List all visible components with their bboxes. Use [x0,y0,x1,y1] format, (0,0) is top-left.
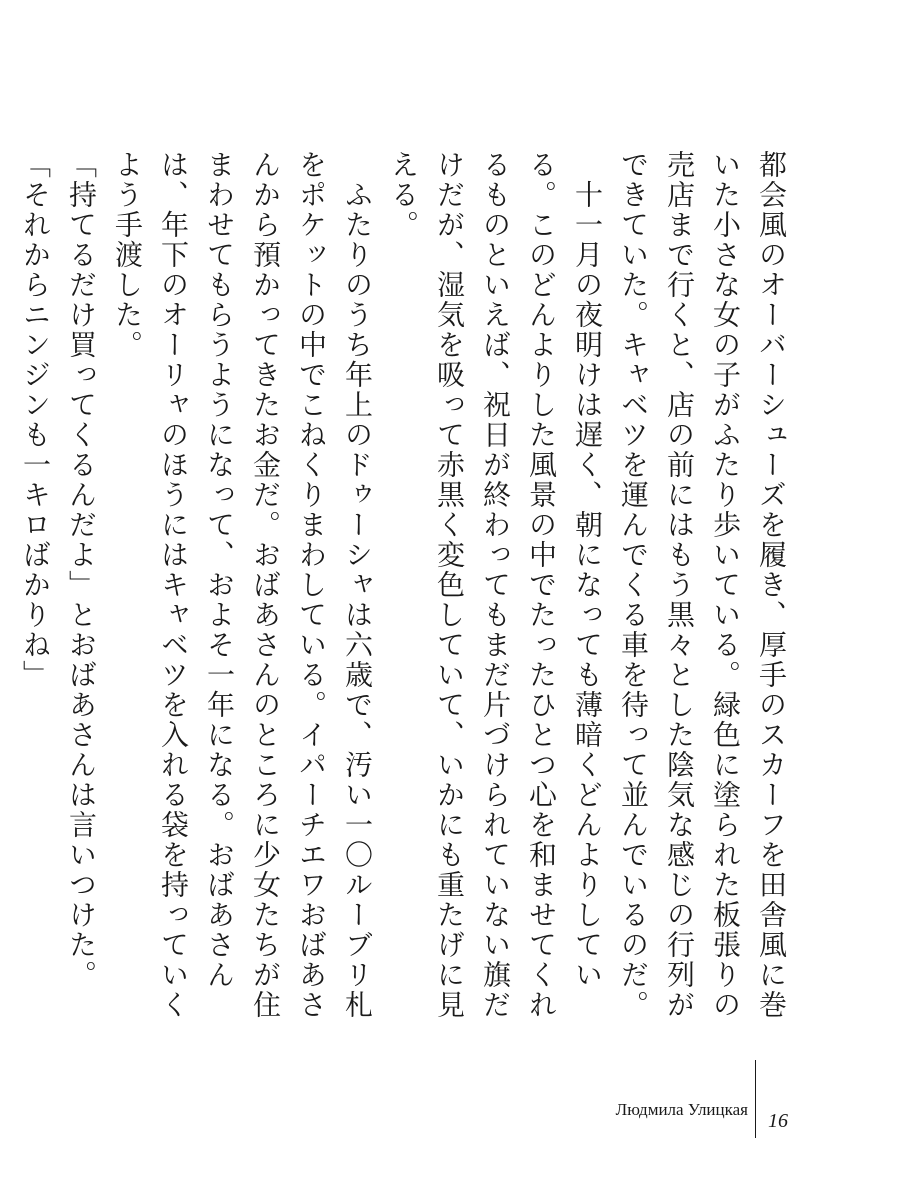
paragraph-4: 「持てるだけ買ってくるんだよ」とおばあさんは言いつけた。「それからニンジンも一キロばかりね」 [19,150,98,990]
page-number: 16 [768,1110,788,1132]
paragraph-2: 十一月の夜明けは遅く、朝になっても薄暗くどんよりしている。このどんよりした風景の中でたったひとつ心を和ませてくれるものといえば、祝日が終わってもまだ片づけられていない旗だけだが、湿気を吸って赤黒く変色していて、いかにも重たげに見える。 [387,150,604,1020]
footer-divider [755,1060,756,1138]
author-name: Людмила Улицкая [615,1100,748,1119]
paragraph-3: ふたりのうち年上のドゥーシャは六歳で、汚い一〇ルーブリ札をポケットの中でこねくりまわしている。イパーチエワおばあさんから預かってきたお金だ。おばあさんのところに少女たちが住まわせてもらうようになって、およそ一年になる。おばあさんは、年下のオーリャのほうにはキャベツを入れる袋を持っていくよう手渡した。 [111,150,374,1020]
vertical-body-text [19,150,794,1030]
paragraph-1: 都会風のオーバーシューズを履き、厚手のスカーフを田舎風に巻いた小さな女の子がふたり歩いている。緑色に塗られた板張りの売店まで行くと、店の前にはもう黒々とした陰気な感じの行列ができていた。キャベツを運んでくる車を待って並んでいるのだ。 [617,150,788,1020]
page-footer [490,1060,790,1140]
